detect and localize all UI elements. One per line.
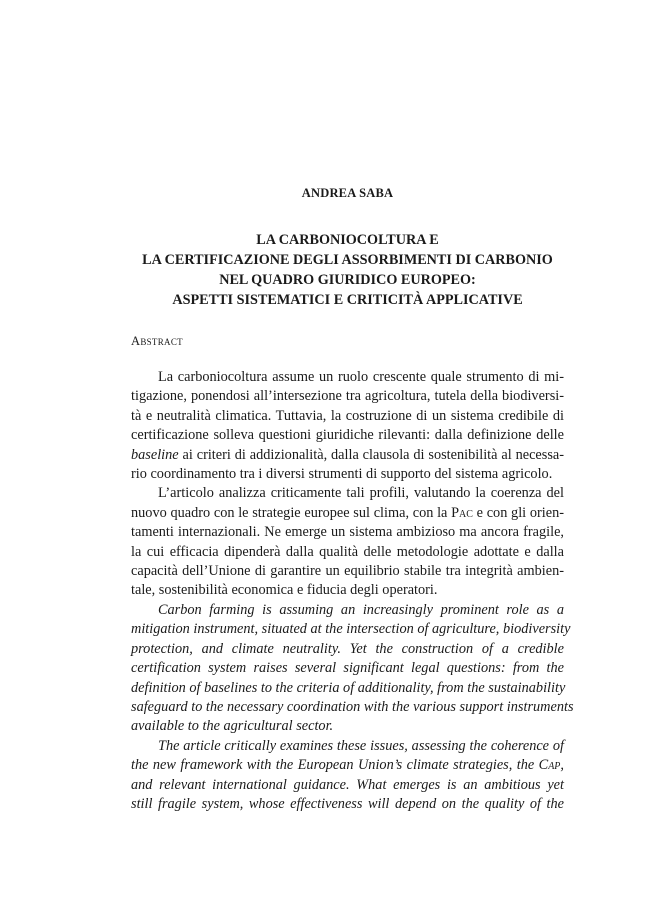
text-line: La carboniocoltura assume un ruolo crescente quale strumento di mi- <box>158 369 564 385</box>
paper-title <box>121 230 574 310</box>
text-line: tà e neutralità climatica. Tuttavia, la costruzione di un sistema credibile di <box>131 407 564 424</box>
abstract-italian-paragraph-1 <box>131 368 564 484</box>
italic-term: baseline <box>131 446 179 463</box>
text-line: rio coordinamento tra i diversi strumenti di supporto del sistema agricolo. <box>131 465 553 482</box>
text-line: available to the agricultural sector. <box>131 718 334 735</box>
abstract-english-paragraph-1 <box>131 601 574 737</box>
text-line <box>131 446 564 465</box>
text-line: tale, sostenibilità economica e fiducia degli operatori. <box>131 582 438 599</box>
text-line: capacità dell’Unione di garantire un equilibrio stabile tra integrità ambien- <box>131 562 564 579</box>
text-line: certificazione solleva questioni giuridiche rilevanti: dalla definizione delle <box>131 427 564 444</box>
abstract-heading: Abstract <box>131 334 183 348</box>
text-line <box>131 504 564 523</box>
text-fragment: e con gli orien- <box>472 504 564 521</box>
acronym: Cap <box>538 757 561 774</box>
title-line: NEL QUADRO GIURIDICO EUROPEO: <box>219 272 476 288</box>
text-line: and relevant international guidance. What emerges is an ambitious yet <box>131 776 564 793</box>
text-line: safeguard to the necessary coordination with the various support instruments <box>131 698 574 715</box>
text-fragment: , <box>560 757 564 774</box>
author-name: ANDREA SABA <box>301 186 394 200</box>
text-line: L’articolo analizza criticamente tali profili, valutando la coerenza del <box>158 485 564 502</box>
text-line: mitigation instrument, situated at the intersection of agriculture, biodiversity <box>131 621 571 638</box>
text-line: Carbon farming is assuming an increasingly prominent role as a <box>158 602 564 618</box>
text-fragment: nuovo quadro con le strategie europee sul clima, con la <box>131 504 452 521</box>
text-line: la cui efficacia dipenderà dalla qualità delle metodologie adottate e dalla <box>131 543 564 560</box>
title-line: ASPETTI SISTEMATICI E CRITICITÀ APPLICATIVE <box>172 292 523 308</box>
abstract-english-paragraph-2 <box>131 737 564 815</box>
text-line <box>131 756 564 775</box>
text-line: definition of baselines to the criteria of additionality, from the sustainability <box>131 679 566 696</box>
title-line: LA CARBONIOCOLTURA E <box>256 232 439 248</box>
text-line: tamenti internazionali. Ne emerge un sistema ambizioso ma ancora fragile, <box>131 524 564 541</box>
text-line: tigazione, ponendosi all’intersezione tra agricoltura, tutela della biodiversi- <box>131 388 564 405</box>
text-fragment: the new framework with the European Union’s climate strategies, the <box>131 757 539 774</box>
acronym: Pac <box>451 504 473 521</box>
text-line: certification system raises several significant legal questions: from the <box>131 660 564 677</box>
text-line: protection, and climate neutrality. Yet the construction of a credible <box>131 640 564 657</box>
text-line: The article critically examines these issues, assessing the coherence of <box>158 737 564 754</box>
text-fragment: ai criteri di addizionalità, dalla clausola di sostenibilità al necessa- <box>178 446 564 463</box>
text-line: still fragile system, whose effectiveness will depend on the quality of the <box>131 795 564 812</box>
title-line: LA CERTIFICAZIONE DEGLI ASSORBIMENTI DI CARBONIO <box>142 252 553 268</box>
abstract-italian-paragraph-2 <box>131 484 564 600</box>
